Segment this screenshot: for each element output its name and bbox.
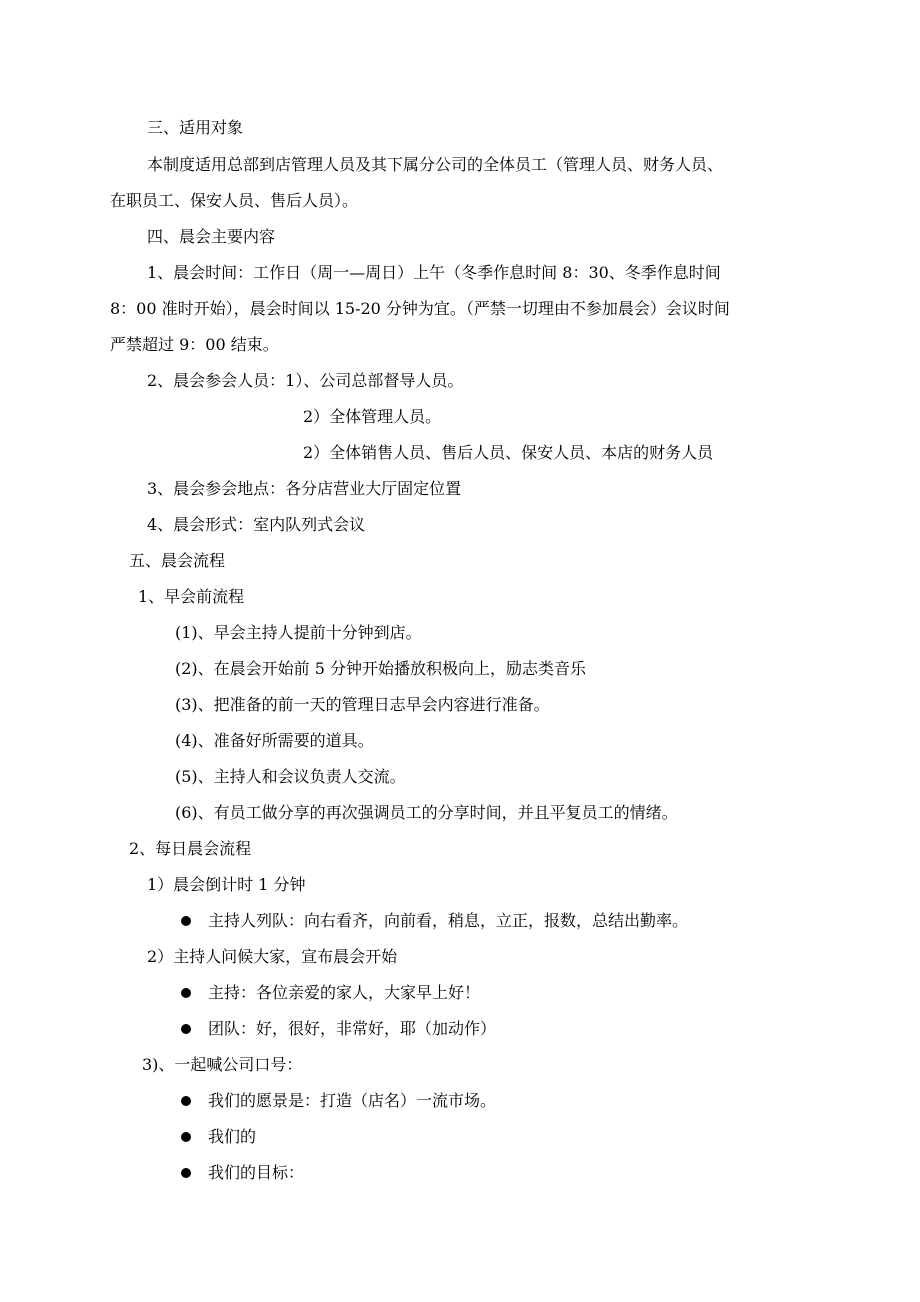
attendees-line-1: 2、晨会参会人员：1）、公司总部督导人员。 — [147, 371, 464, 390]
pre-meeting-heading: 1、早会前流程 — [138, 587, 245, 606]
section-3-paragraph-line-2: 在职员工、保安人员、售后人员）。 — [110, 191, 359, 210]
bullet-dot-icon — [181, 988, 191, 998]
attendees-line-2: 2）全体管理人员。 — [303, 407, 442, 426]
daily-step-3-bullet-3: 我们的目标： — [208, 1163, 305, 1182]
daily-step-3-bullet-2: 我们的 — [208, 1127, 257, 1146]
section-4-heading: 四、晨会主要内容 — [147, 227, 276, 246]
daily-step-3: 3)、一起喊公司口号： — [142, 1055, 303, 1074]
section-3-heading: 三、适用对象 — [147, 118, 244, 137]
pre-meeting-step: (3)、把准备的前一天的管理日志早会内容进行准备。 — [175, 695, 550, 714]
bullet-dot-icon — [181, 1132, 191, 1142]
daily-step-3-bullet-1: 我们的愿景是：打造（店名）一流市场。 — [208, 1091, 497, 1110]
meeting-time-line-2: 8：00 准时开始），晨会时间以 15-20 分钟为宜。（严禁一切理由不参加晨会）会议时间 — [110, 299, 730, 318]
meeting-location: 3、晨会参会地点：各分店营业大厅固定位置 — [147, 479, 462, 498]
meeting-time-line-3: 严禁超过 9：00 结束。 — [110, 335, 279, 354]
pre-meeting-step: (1)、早会主持人提前十分钟到店。 — [175, 623, 422, 642]
pre-meeting-step: (2)、在晨会开始前 5 分钟开始播放积极向上，励志类音乐 — [175, 659, 587, 678]
meeting-time-line-1: 1、晨会时间：工作日（周一—周日）上午（冬季作息时间 8：30、冬季作息时间 — [147, 263, 721, 282]
daily-meeting-heading: 2、每日晨会流程 — [129, 839, 252, 858]
section-5-heading: 五、晨会流程 — [129, 551, 226, 570]
attendees-line-3: 2）全体销售人员、售后人员、保安人员、本店的财务人员 — [303, 443, 714, 462]
daily-step-2: 2）主持人问候大家，宣布晨会开始 — [147, 947, 398, 966]
daily-step-2-bullet-2: 团队：好，很好，非常好，耶（加动作） — [208, 1019, 497, 1038]
daily-step-1: 1）晨会倒计时 1 分钟 — [147, 875, 306, 894]
daily-step-2-bullet-1: 主持：各位亲爱的家人，大家早上好！ — [208, 983, 481, 1002]
meeting-format: 4、晨会形式：室内队列式会议 — [147, 515, 366, 534]
section-3-paragraph-line-1: 本制度适用总部到店管理人员及其下属分公司的全体员工（管理人员、财务人员、 — [147, 155, 724, 174]
bullet-dot-icon — [181, 916, 191, 926]
daily-step-1-bullet: 主持人列队：向右看齐，向前看，稍息，立正，报数，总结出勤率。 — [208, 911, 689, 930]
bullet-dot-icon — [181, 1096, 191, 1106]
pre-meeting-step: (6)、有员工做分享的再次强调员工的分享时间，并且平复员工的情绪。 — [175, 803, 678, 822]
pre-meeting-step: (4)、准备好所需要的道具。 — [175, 731, 374, 750]
bullet-dot-icon — [181, 1168, 191, 1178]
pre-meeting-step: (5)、主持人和会议负责人交流。 — [175, 767, 406, 786]
bullet-dot-icon — [181, 1024, 191, 1034]
